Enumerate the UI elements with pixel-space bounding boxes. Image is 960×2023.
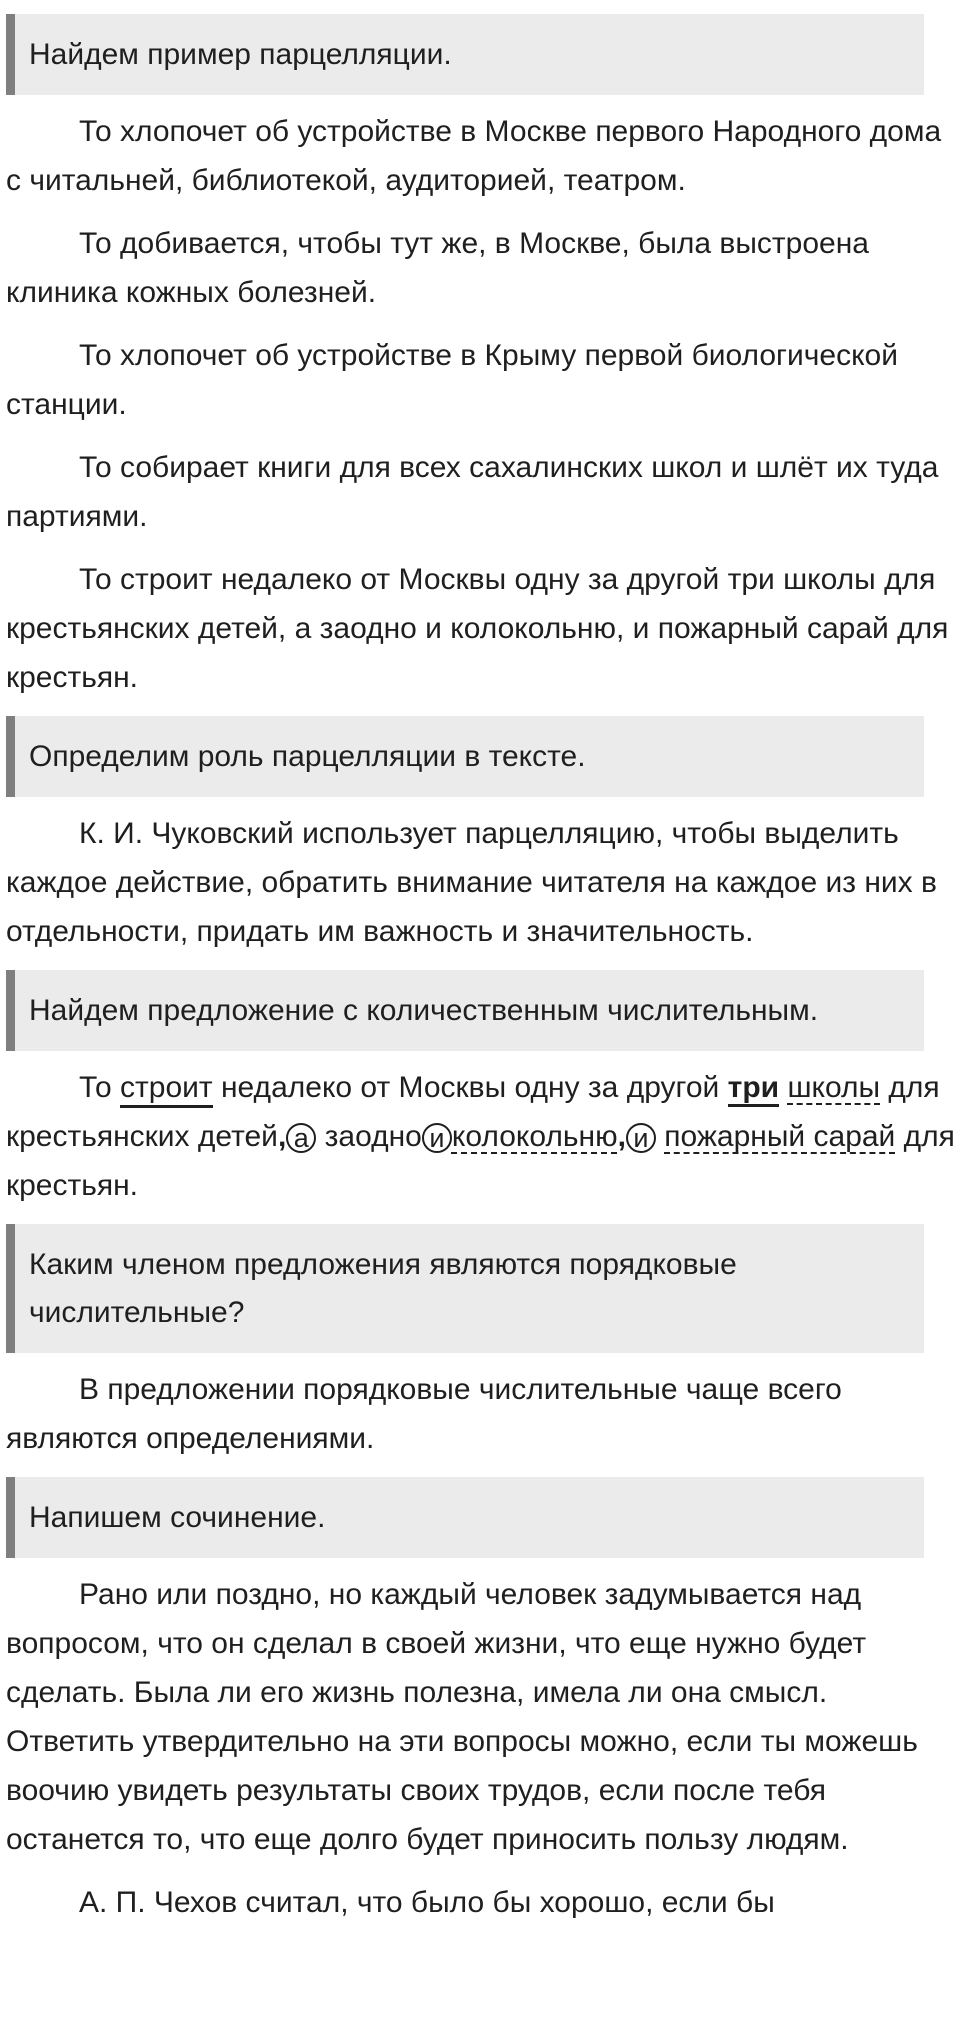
section-cardinal-numeral [6,970,955,1210]
circled-conjunction: а [286,1123,316,1153]
section-parcellation-role [6,716,940,956]
paragraph: То хлопочет об устройстве в Москве первого Народного дома с читальней, библиотекой, аудиторией, театром. [6,115,942,197]
section-parcellation-example [6,14,949,702]
circled-conjunction: и [626,1123,656,1153]
paragraph: То добивается, чтобы тут же, в Москве, была выстроена клиника кожных болезней. [6,227,869,309]
predicate-word: строит [120,1071,213,1108]
word: для крестьянских детей [6,1071,940,1153]
word: недалеко от Москвы одну за другой [220,1071,720,1104]
paragraph: К. И. Чуковский использует парцелляцию, чтобы выделить каждое действие, обратить внимание читателя на каждое из них в отдельности, придать им важность и значительность. [6,817,937,948]
comma-mark: , [617,1120,626,1153]
section-header: Найдем предложение с количественным числительным. [6,970,924,1051]
numeral-word: три [728,1071,779,1107]
word: для крестьян. [6,1120,955,1202]
section-ordinal-numeral [6,1224,940,1463]
word: То [79,1071,112,1104]
section-header: Найдем пример парцелляции. [6,14,924,95]
section-header: Определим роль парцелляции в тексте. [6,716,924,797]
section-header: Напишем сочинение. [6,1477,924,1558]
analyzed-sentence [6,1063,956,1210]
paragraph: То строит недалеко от Москвы одну за другой три школы для крестьянских детей, а заодно и колокольню, и пожарный сарай для крестьян. [6,563,949,694]
paragraph: То собирает книги для всех сахалинских школ и шлёт их туда партиями. [6,451,939,533]
object-word: колокольню [451,1120,618,1153]
comma-mark: , [277,1120,287,1153]
paragraph: А. П. Чехов считал, что было бы хорошо, если бы [79,1886,775,1919]
object-word: школы [787,1071,881,1104]
section-essay [6,1477,940,1927]
circled-conjunction: и [422,1123,452,1153]
paragraph: В предложении порядковые числительные чаще всего являются определениями. [6,1373,842,1455]
paragraph: То хлопочет об устройстве в Крыму первой биологической станции. [6,339,898,421]
section-header: Каким членом предложения являются порядковые числительные? [6,1224,924,1353]
word: заодно [324,1120,422,1153]
object-word: пожарный сарай [664,1120,896,1153]
paragraph: Рано или поздно, но каждый человек задумывается над вопросом, что он сделал в своей жизни, что еще нужно будет сделать. Была ли его жизнь полезна, имела ли она смысл. Ответить утвердительно на эти вопросы можно, если ты можешь воочию увидеть результаты своих трудов, если после тебя останется то, что еще долго будет приносить пользу людям. [6,1578,918,1856]
